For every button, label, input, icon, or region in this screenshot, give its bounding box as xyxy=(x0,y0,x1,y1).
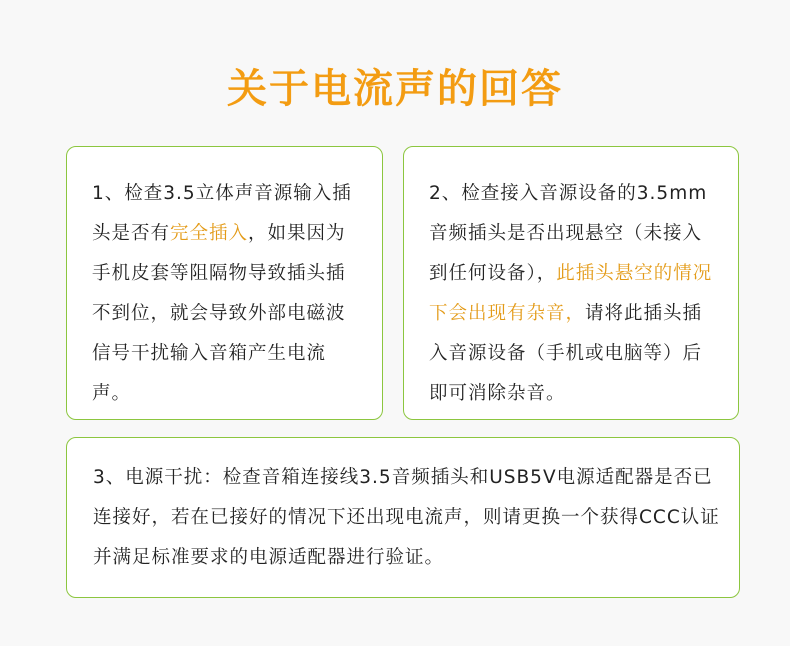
answer-card-1 xyxy=(66,146,383,420)
answer-2-text-after: 请将此插头插入音源设备（手机或电脑等）后即可消除杂音。 xyxy=(429,303,703,404)
answer-text-1 xyxy=(92,174,362,414)
answer-1-text-before: 1、检查3.5立体声音源输入插头是否有 xyxy=(92,183,352,244)
answer-2-highlight: 此插头悬空的情况下会出现有杂音， xyxy=(429,263,713,324)
answer-3-text: 3、电源干扰：检查音箱连接线3.5音频插头和USB5V电源适配器是否已连接好，若在已接好的情况下还出现电流声，则请更换一个获得CCC认证并满足标准要求的电源适配器进行验证。 xyxy=(93,467,720,568)
answer-2-text-before: 2、检查接入音源设备的3.5mm音频插头是否出现悬空（未接入到任何设备）， xyxy=(429,183,708,284)
page-title: 关于电流声的回答 xyxy=(227,66,563,112)
answer-1-highlight: 完全插入 xyxy=(170,223,249,244)
answer-1-text-after: ，如果因为手机皮套等阻隔物导致插头插不到位，就会导致外部电磁波信号干扰输入音箱产生电流声。 xyxy=(92,223,346,404)
answer-card-3 xyxy=(66,437,740,598)
answer-text-2 xyxy=(429,174,720,414)
answer-card-2 xyxy=(403,146,739,420)
